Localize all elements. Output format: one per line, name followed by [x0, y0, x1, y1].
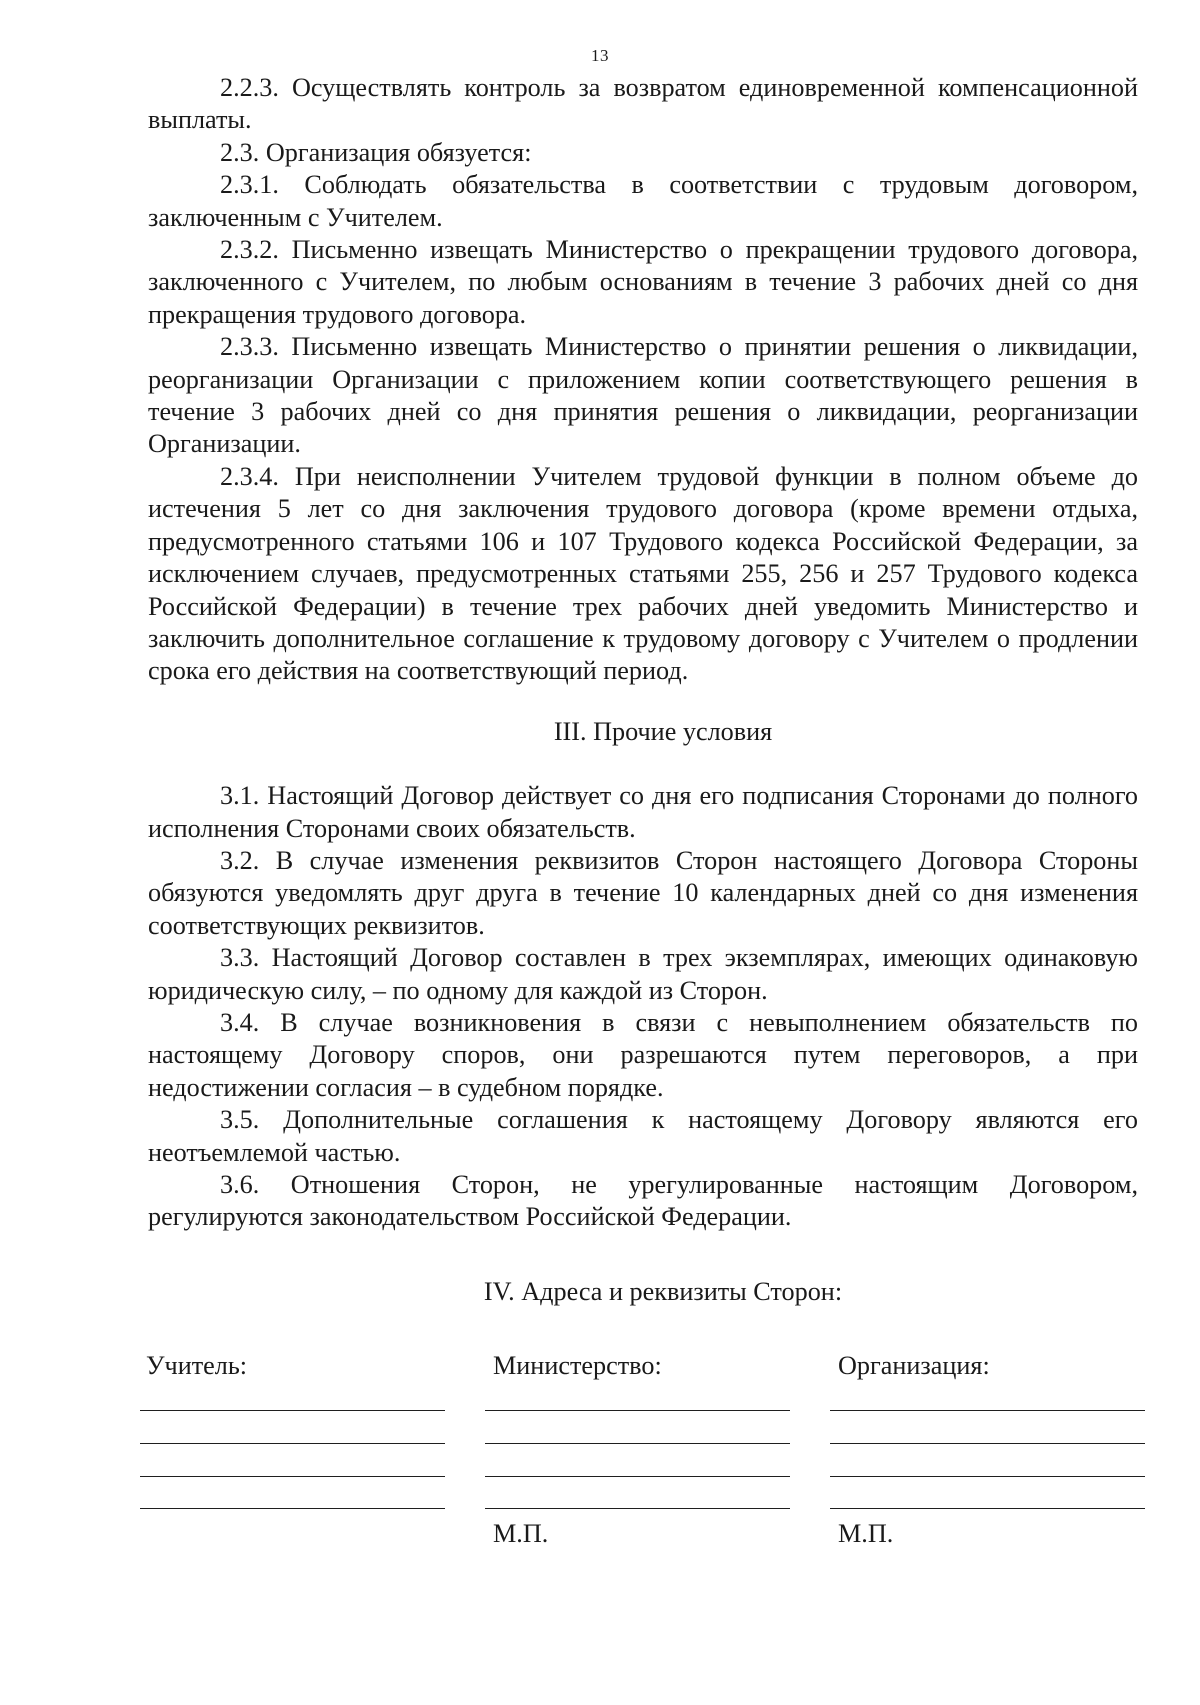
party-teacher — [140, 1350, 450, 1570]
paragraph-3-1: 3.1. Настоящий Договор действует со дня его подписания Сторонами до полного исполнения Сторонами своих обязательств. — [148, 781, 1138, 843]
paragraph-3-2: 3.2. В случае изменения реквизитов Сторон настоящего Договора Стороны обязуются уведомлять друг друга в течение 10 календарных дней со дня изменения соответствующих реквизитов. — [148, 845, 1138, 940]
signature-line — [140, 1410, 445, 1411]
stamp-placeholder-organization: М.П. — [838, 1519, 894, 1548]
stamp-placeholder-ministry: М.П. — [493, 1519, 549, 1548]
signature-line — [830, 1443, 1145, 1444]
paragraph-2-3: 2.3. Организация обязуется: — [220, 137, 532, 167]
paragraph-3-3: 3.3. Настоящий Договор составлен в трех экземплярах, имеющих одинаковую юридическую силу, – по одному для каждой из Сторон. — [148, 943, 1138, 1005]
section-3-heading: III. Прочие условия — [553, 716, 773, 746]
signature-line — [485, 1476, 790, 1477]
paragraph-2-3-3: 2.3.3. Письменно извещать Министерство о принятии решения о ликвидации, реорганизации Организации с приложением копии соответствующего решения в течение 3 рабочих дней со дня принятия решения о ликвидации, реорганизации Организации. — [148, 332, 1138, 459]
signature-line — [140, 1476, 445, 1477]
signature-line — [485, 1410, 790, 1411]
party-ministry — [485, 1350, 795, 1570]
section-4-heading: IV. Адреса и реквизиты Сторон: — [483, 1276, 843, 1306]
paragraph-3-5: 3.5. Дополнительные соглашения к настоящему Договору являются его неотъемлемой частью. — [148, 1105, 1138, 1167]
paragraph-2-3-2: 2.3.2. Письменно извещать Министерство о прекращении трудового договора, заключенного с Учителем, по любым основаниям в течение 3 рабочих дней со дня прекращения трудового договора. — [148, 235, 1138, 329]
signature-line — [830, 1476, 1145, 1477]
document-body — [148, 72, 1138, 1308]
signature-line — [830, 1508, 1145, 1509]
signature-line — [830, 1410, 1145, 1411]
paragraph-2-3-1: 2.3.1. Соблюдать обязательства в соответствии с трудовым договором, заключенным с Учителем. — [148, 170, 1138, 232]
signature-line — [140, 1508, 445, 1509]
party-name-ministry: Министерство: — [493, 1351, 662, 1380]
party-name-teacher: Учитель: — [146, 1351, 248, 1380]
signature-line — [140, 1443, 445, 1444]
paragraph-2-2-3: 2.2.3. Осуществлять контроль за возвратом единовременной компенсационной выплаты. — [148, 73, 1138, 135]
signature-line — [485, 1508, 790, 1509]
party-organization — [830, 1350, 1140, 1570]
paragraph-3-6: 3.6. Отношения Сторон, не урегулированные настоящим Договором, регулируются законодательством Российской Федерации. — [148, 1170, 1138, 1232]
signature-line — [485, 1443, 790, 1444]
page-number: 13 — [591, 46, 609, 65]
party-name-organization: Организация: — [838, 1351, 990, 1380]
paragraph-2-3-4: 2.3.4. При неисполнении Учителем трудовой функции в полном объеме до истечения 5 лет со дня заключения трудового договора (кроме времени отдыха, предусмотренного статьями 106 и 107 Трудового кодекса Российской Федерации, за исключением случаев, предусмотренных статьями 255, 256 и 257 Трудового кодекса Российской Федерации) в течение трех рабочих дней уведомить Министерство и заключить дополнительное соглашение к трудовому договору с Учителем о продлении срока его действия на соответствующий период. — [148, 461, 1138, 686]
signature-block — [140, 1350, 1150, 1570]
paragraph-3-4: 3.4. В случае возникновения в связи с невыполнением обязательств по настоящему Договору споров, они разрешаются путем переговоров, а при недостижении согласия – в судебном порядке. — [148, 1007, 1138, 1102]
